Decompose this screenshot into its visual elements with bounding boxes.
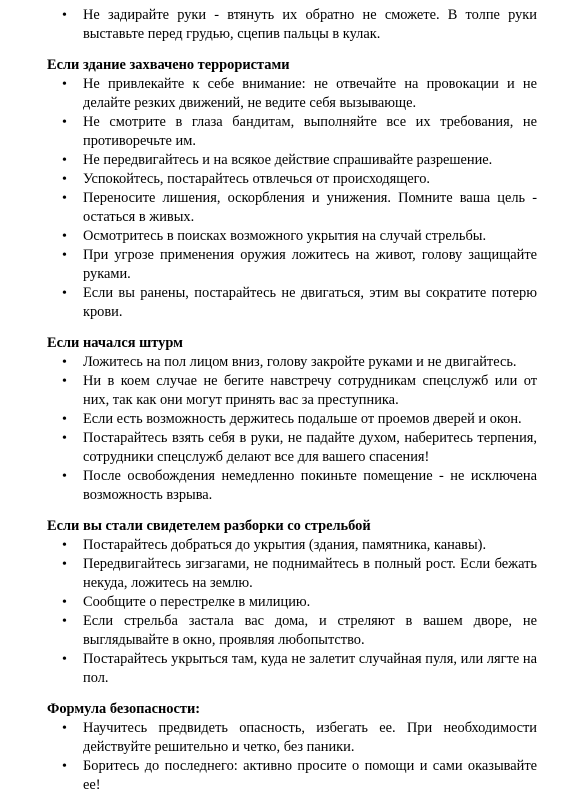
bullet-list	[0, 719, 573, 795]
section-gap	[0, 322, 573, 334]
bullet-icon: •	[62, 191, 67, 206]
section-heading: Если вы стали свидетелем разборки со стрельбой	[47, 518, 371, 534]
bullet-icon: •	[62, 595, 67, 610]
bullet-icon: •	[62, 652, 67, 667]
list-item-text: Передвигайтесь зигзагами, не поднимайтесь в полный рост. Если бежать некуда, ложитесь на землю.	[83, 556, 537, 591]
list-item	[0, 151, 573, 170]
list-item-text: Не смотрите в глаза бандитам, выполняйте все их требования, не противоречьте им.	[83, 114, 537, 149]
section-heading: Формула безопасности:	[47, 701, 201, 717]
bullet-icon: •	[62, 374, 67, 389]
list-item	[0, 227, 573, 246]
bullet-list	[0, 6, 573, 44]
bullet-icon: •	[62, 557, 67, 572]
bullet-icon: •	[62, 153, 67, 168]
list-item-text: Если вы ранены, постарайтесь не двигаться, этим вы сократите потерю крови.	[83, 285, 537, 320]
list-item	[0, 6, 573, 44]
list-item-text: Не привлекайте к себе внимание: не отвечайте на провокации и не делайте резких движений, не ведите себя вызывающе.	[83, 76, 537, 111]
bullet-icon: •	[62, 286, 67, 301]
list-item	[0, 113, 573, 151]
list-item	[0, 429, 573, 467]
list-item	[0, 757, 573, 795]
section	[0, 334, 573, 505]
list-item-text: Не задирайте руки - втянуть их обратно не сможете. В толпе руки выставьте перед грудью, сцепив пальцы в кулак.	[83, 7, 537, 42]
section-gap	[0, 505, 573, 517]
list-item	[0, 189, 573, 227]
list-item-text: Успокойтесь, постарайтесь отвлечься от происходящего.	[83, 171, 431, 187]
bullet-icon: •	[62, 431, 67, 446]
list-item-text: Ложитесь на пол лицом вниз, голову закройте руками и не двигайтесь.	[83, 354, 517, 370]
list-item	[0, 246, 573, 284]
section	[0, 700, 573, 795]
bullet-list	[0, 75, 573, 322]
bullet-icon: •	[62, 538, 67, 553]
list-item-text: Если есть возможность держитесь подальше от проемов дверей и окон.	[83, 411, 522, 427]
bullet-icon: •	[62, 77, 67, 92]
section	[0, 6, 573, 44]
section	[0, 56, 573, 322]
list-item	[0, 410, 573, 429]
list-item-text: Постарайтесь взять себя в руки, не падайте духом, наберитесь терпения, сотрудники спецслужб делают все для вашего спасения!	[83, 430, 537, 465]
list-item	[0, 536, 573, 555]
bullet-icon: •	[62, 115, 67, 130]
list-item-text: Переносите лишения, оскорбления и унижения. Помните ваша цель - остаться в живых.	[83, 190, 537, 225]
bullet-icon: •	[62, 8, 67, 23]
bullet-icon: •	[62, 412, 67, 427]
list-item-text: Если стрельба застала вас дома, и стреляют в вашем дворе, не выглядывайте в окно, проявляя любопытство.	[83, 613, 537, 648]
list-item	[0, 467, 573, 505]
list-item	[0, 612, 573, 650]
list-item	[0, 593, 573, 612]
list-item-text: После освобождения немедленно покиньте помещение - не исключена возможность взрыва.	[83, 468, 537, 503]
list-item	[0, 372, 573, 410]
list-item-text: Научитесь предвидеть опасность, избегать ее. При необходимости действуйте решительно и четко, без паники.	[83, 720, 537, 755]
list-item-text: При угрозе применения оружия ложитесь на живот, голову защищайте руками.	[83, 247, 537, 282]
list-item	[0, 284, 573, 322]
list-item-text: Боритесь до последнего: активно просите о помощи и сами оказывайте ее!	[83, 758, 537, 793]
list-item	[0, 650, 573, 688]
list-item	[0, 555, 573, 593]
list-item-text: Ни в коем случае не бегите навстречу сотрудникам спецслужб или от них, так как они могут принять вас за преступника.	[83, 373, 537, 408]
list-item	[0, 75, 573, 113]
bullet-icon: •	[62, 721, 67, 736]
bullet-icon: •	[62, 248, 67, 263]
section-heading: Если здание захвачено террористами	[47, 57, 290, 73]
list-item	[0, 353, 573, 372]
list-item-text: Постарайтесь укрыться там, куда не залетит случайная пуля, или лягте на пол.	[83, 651, 537, 686]
list-item-text: Сообщите о перестрелке в милицию.	[83, 594, 311, 610]
section	[0, 517, 573, 688]
list-item	[0, 719, 573, 757]
bullet-icon: •	[62, 759, 67, 774]
bullet-icon: •	[62, 469, 67, 484]
bullet-list	[0, 536, 573, 688]
list-item	[0, 170, 573, 189]
section-gap	[0, 44, 573, 56]
bullet-icon: •	[62, 229, 67, 244]
list-item-text: Не передвигайтесь и на всякое действие спрашивайте разрешение.	[83, 152, 493, 168]
list-item-text: Постарайтесь добраться до укрытия (здания, памятника, канавы).	[83, 537, 487, 553]
list-item-text: Осмотритесь в поисках возможного укрытия на случай стрельбы.	[83, 228, 487, 244]
section-gap	[0, 688, 573, 700]
bullet-icon: •	[62, 355, 67, 370]
section-heading: Если начался штурм	[47, 335, 183, 351]
bullet-list	[0, 353, 573, 505]
bullet-icon: •	[62, 172, 67, 187]
bullet-icon: •	[62, 614, 67, 629]
